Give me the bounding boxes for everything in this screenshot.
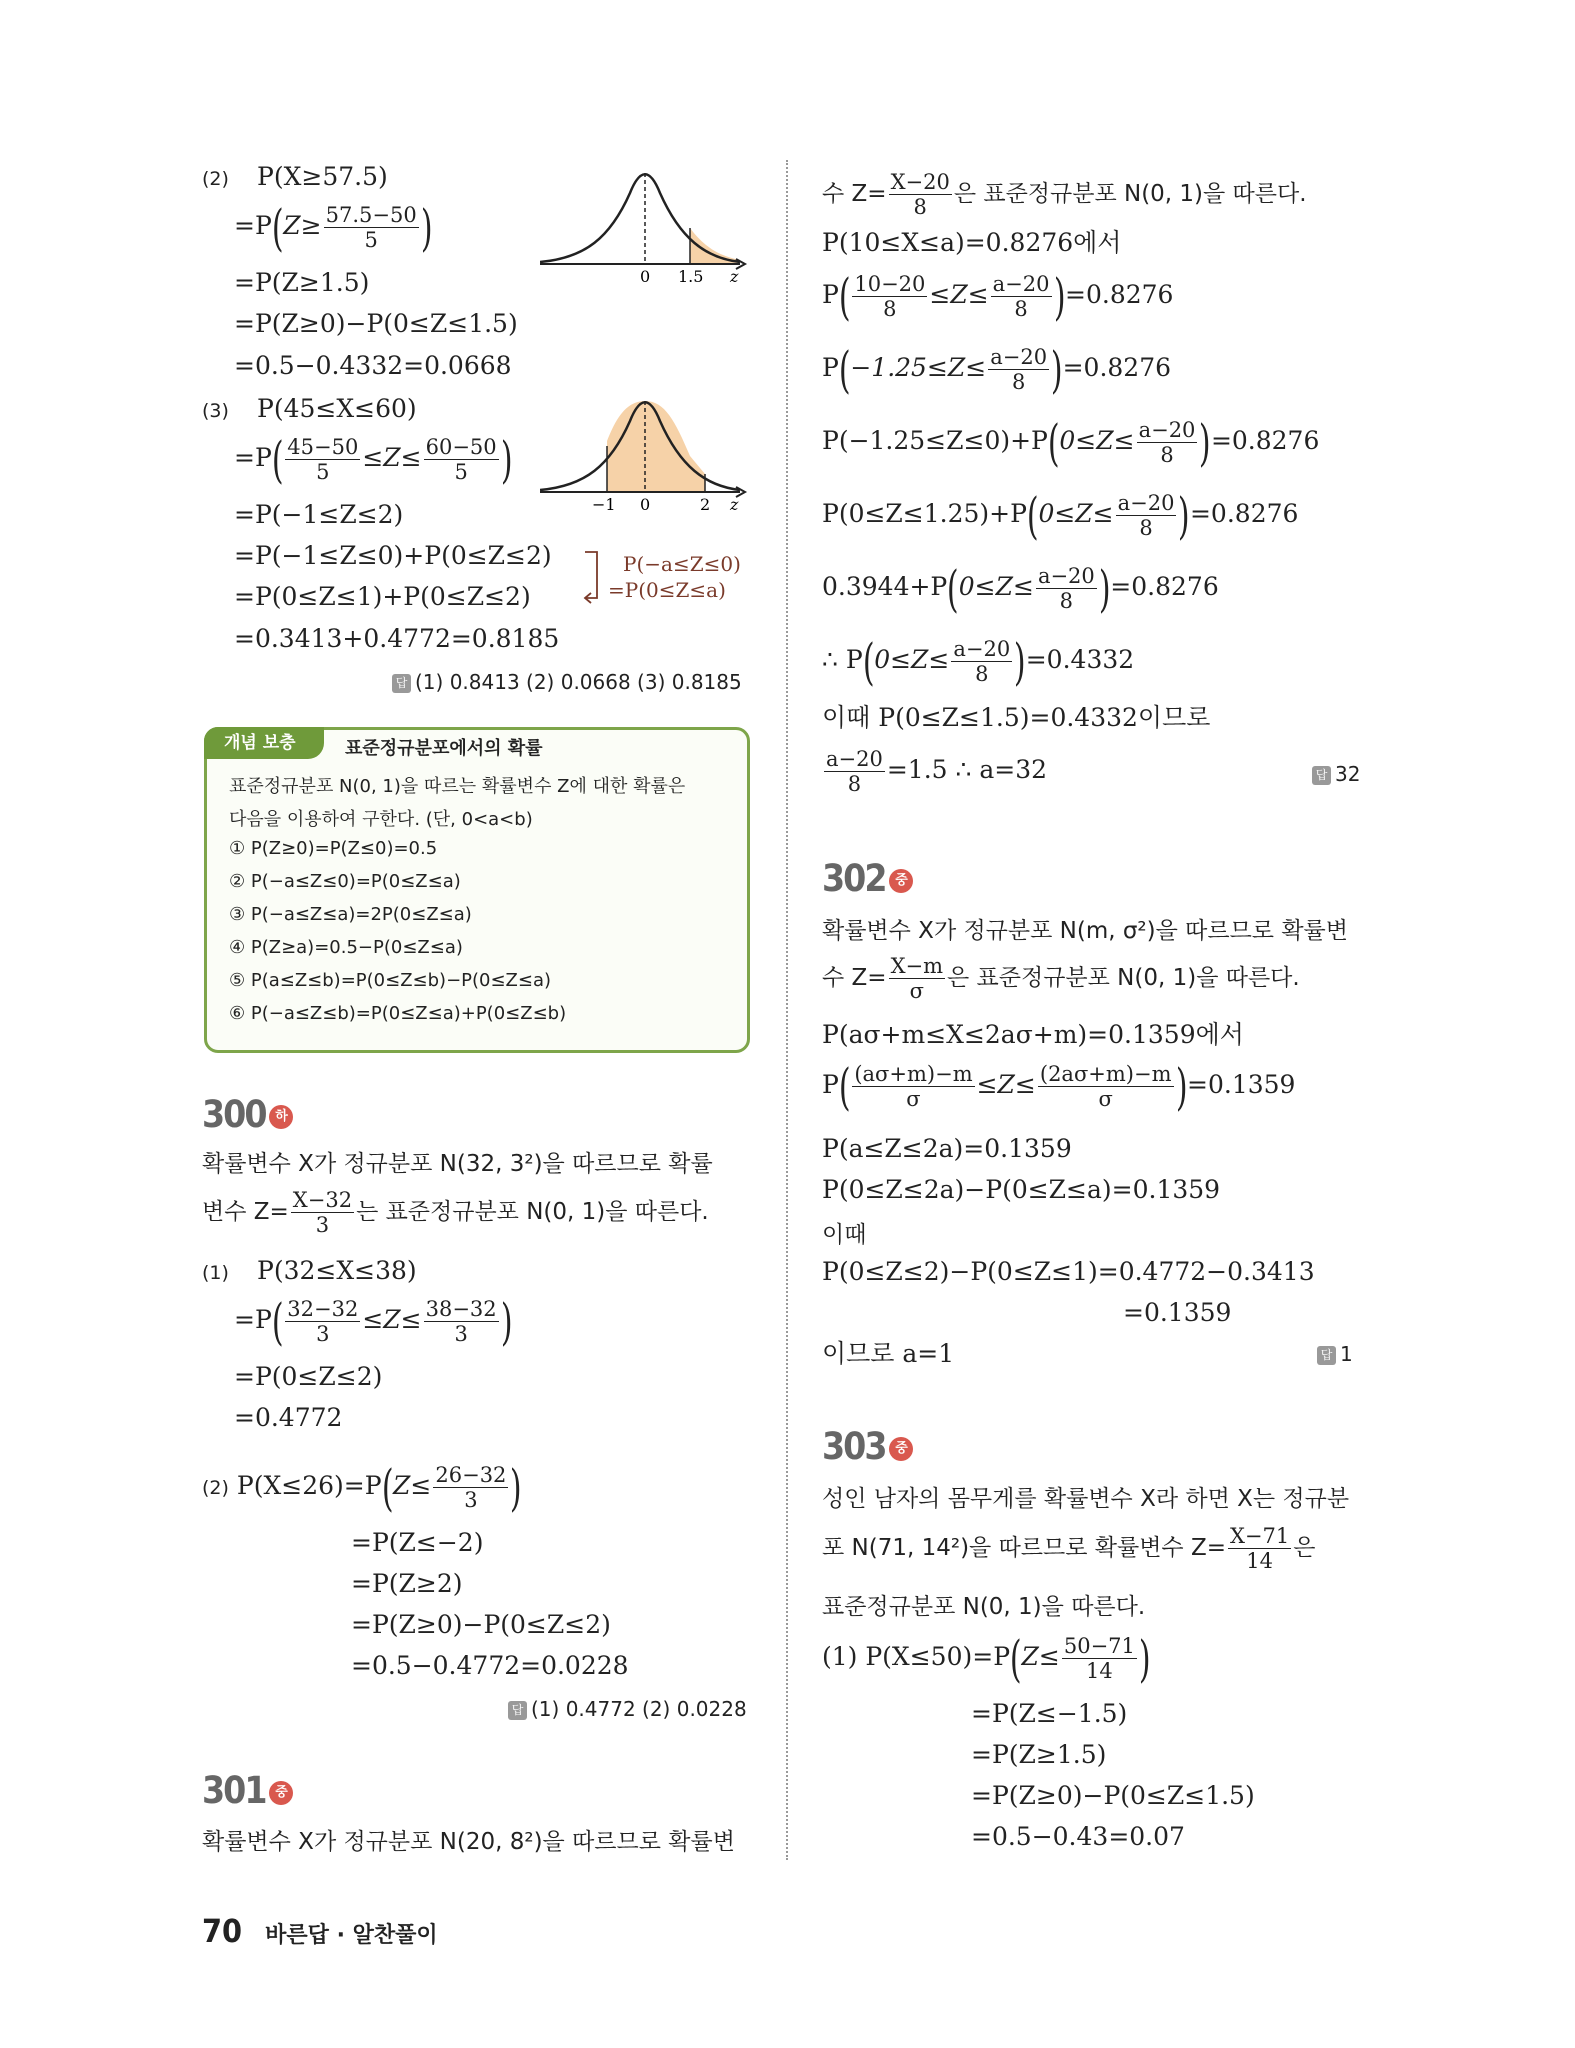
math-line: [202, 1458, 523, 1517]
concept-line: 다음을 이용하여 구한다. (단, 0<a<b): [229, 809, 533, 830]
math-line: [234, 198, 433, 257]
math-line: P(10≤X≤a)=0.8276에서: [822, 228, 1122, 257]
denominator: 3: [464, 1488, 478, 1512]
paren: ): [1050, 340, 1063, 399]
paren: ): [1098, 559, 1111, 618]
fraction: [1228, 1524, 1291, 1573]
answer-icon: 답: [1317, 1346, 1336, 1365]
paren: (: [1026, 486, 1039, 545]
math-line: P(a≤Z≤2a)=0.1359: [822, 1134, 1072, 1163]
numerator: a−20: [992, 272, 1050, 296]
concept-line: ⑥ P(−a≤Z≤b)=P(0≤Z≤a)+P(0≤Z≤b): [229, 1003, 567, 1024]
paren: ): [500, 430, 513, 489]
paren: (: [1047, 413, 1060, 472]
math-line: [234, 1292, 513, 1351]
fraction: [424, 1297, 499, 1346]
part-label: (3): [202, 400, 229, 422]
math-text: −1.25≤Z≤: [850, 353, 987, 382]
difficulty-badge: 중: [889, 869, 913, 893]
fraction: [291, 1188, 354, 1237]
math-line: =P(Z≤−2): [351, 1528, 484, 1557]
numerator: 57.5−50: [325, 203, 417, 227]
difficulty-badge: 중: [889, 1437, 913, 1461]
concept-title: 표준정규분포에서의 확률: [345, 738, 543, 759]
concept-line: ④ P(Z≥a)=0.5−P(0≤Z≤a): [229, 937, 463, 958]
fraction: [1062, 1634, 1137, 1683]
denominator: 8: [1059, 589, 1074, 613]
math-line: [234, 430, 513, 489]
math-text: =P: [234, 1305, 272, 1334]
math-line: =P(Z≥1.5): [971, 1740, 1107, 1769]
math-text: ≤Z≤: [362, 1305, 422, 1334]
math-line: P(0≤Z≤2a)−P(0≤Z≤a)=0.1359: [822, 1175, 1221, 1204]
text-line: 표준정규분포 N(0, 1)을 따른다.: [822, 1594, 1146, 1620]
math-text: Z≥: [283, 211, 322, 240]
math-line: P(0≤Z≤2)−P(0≤Z≤1)=0.4772−0.3413: [822, 1257, 1315, 1286]
problem-number-300: [202, 1093, 293, 1136]
footer-title: 바른답 · 알찬풀이: [265, 1923, 438, 1948]
denominator: 5: [316, 460, 330, 484]
text: 수 Z=: [822, 965, 887, 991]
concept-line: ② P(−a≤Z≤0)=P(0≤Z≤a): [229, 871, 461, 892]
numerator: 38−32: [425, 1297, 497, 1321]
math-line: [822, 340, 1172, 399]
math-line: P(aσ+m≤X≤2aσ+m)=0.1359에서: [822, 1020, 1244, 1049]
math-line: =P(Z≥2): [351, 1569, 463, 1598]
page-footer: [202, 1912, 438, 1950]
axis-label: z: [730, 495, 739, 511]
math-line: [822, 1629, 1151, 1688]
text-line: 확률변수 X가 정규분포 N(32, 3²)을 따르므로 확률: [202, 1151, 713, 1177]
paren: (: [838, 267, 851, 326]
math-text: P(−1.25≤Z≤0)+P: [822, 426, 1048, 455]
fraction: [433, 1463, 508, 1512]
math-text: 0≤Z≤: [1059, 426, 1135, 455]
math-text: =0.8276: [1110, 572, 1219, 601]
math-line: =P(−1≤Z≤2): [234, 500, 404, 529]
answer-text: (1) 0.8413 (2) 0.0668 (3) 0.8185: [415, 670, 742, 694]
fraction: [1038, 1062, 1174, 1111]
fraction: [285, 435, 360, 484]
text: 은: [1293, 1535, 1316, 1561]
normal-curve-graph: [540, 386, 750, 511]
paren: ): [420, 198, 433, 257]
tick-label: 1.5: [678, 267, 704, 283]
side-note: P(−a≤Z≤0): [623, 552, 741, 576]
numerator: a−20: [1138, 418, 1196, 442]
numerator: X−m: [890, 954, 944, 978]
paren: ): [1014, 632, 1026, 691]
math-text: ≤Z≤: [929, 280, 989, 309]
math-text: =0.1359: [1187, 1070, 1296, 1099]
concept-tag: 개념 보충: [204, 727, 324, 759]
answer-text: 1: [1340, 1342, 1353, 1366]
math-line: [822, 747, 1047, 796]
denominator: 14: [1086, 1659, 1113, 1683]
math-text: (1) P(X≤50)=P: [822, 1642, 1011, 1671]
paren: ): [500, 1292, 513, 1351]
paren: (: [1009, 1629, 1022, 1688]
math-text: P: [822, 280, 839, 309]
numerator: 26−32: [435, 1463, 507, 1487]
numerator: a−20: [1117, 491, 1175, 515]
problem-number: 300: [202, 1093, 266, 1136]
numerator: a−20: [990, 345, 1048, 369]
paren: (: [862, 632, 875, 691]
math-line: =P(Z≥0)−P(0≤Z≤2): [351, 1610, 611, 1639]
denominator: 8: [1139, 516, 1153, 540]
denominator: 8: [847, 772, 862, 796]
text-line: 성인 남자의 몸무게를 확률변수 X라 하면 X는 정규분: [822, 1486, 1350, 1512]
difficulty-badge: 중: [269, 1781, 293, 1805]
text-line: 이때: [822, 1222, 867, 1248]
math-text: ∴ P: [822, 645, 863, 674]
math-line: [822, 632, 1135, 691]
math-text: P: [822, 353, 839, 382]
problem-number: 303: [822, 1425, 886, 1468]
problem-number: 302: [822, 857, 886, 900]
numerator: 10−20: [854, 272, 926, 296]
numerator: 32−32: [287, 1297, 359, 1321]
tick-label: 2: [700, 495, 711, 511]
denominator: 8: [913, 195, 927, 219]
numerator: a−20: [953, 637, 1011, 661]
problem-number-302: [822, 857, 913, 900]
paren: (: [838, 1057, 851, 1116]
paren: ): [1138, 1629, 1151, 1688]
axis-label: z: [730, 267, 739, 283]
numerator: X−20: [890, 170, 950, 194]
math-text: P: [822, 1070, 839, 1099]
numerator: (2aσ+m)−m: [1039, 1062, 1172, 1086]
fraction: [889, 170, 952, 219]
problem-number-301: [202, 1769, 293, 1812]
denominator: 8: [1014, 297, 1028, 321]
fraction: [991, 272, 1052, 321]
fraction: [324, 203, 419, 252]
math-line: [822, 413, 1320, 472]
paren: ): [1053, 267, 1066, 326]
text-line: 확률변수 X가 정규분포 N(m, σ²)을 따르므로 확률변: [822, 918, 1348, 944]
text-line: [202, 1188, 709, 1237]
math-text: =1.5 ∴ a=32: [886, 755, 1048, 784]
math-line: P(X≥57.5): [257, 162, 388, 191]
answer-text: (1) 0.4772 (2) 0.0228: [531, 1697, 747, 1721]
math-line: =P(−1≤Z≤0)+P(0≤Z≤2): [234, 541, 552, 570]
math-line: =0.4772: [234, 1403, 343, 1432]
math-line: =0.5−0.4772=0.0228: [351, 1651, 629, 1680]
fraction: [285, 1297, 360, 1346]
part-label: (2): [202, 1477, 229, 1499]
side-note: =P(0≤Z≤a): [608, 578, 726, 602]
answer-line: [1312, 762, 1360, 786]
math-text: =0.8276: [1189, 499, 1299, 528]
math-text: =0.8276: [1062, 353, 1172, 382]
denominator: σ: [906, 1087, 921, 1111]
problem-number-303: [822, 1425, 913, 1468]
text: 은 표준정규분포 N(0, 1)을 따른다.: [953, 181, 1307, 207]
text-line: 확률변수 X가 정규분포 N(20, 8²)을 따르므로 확률변: [202, 1829, 735, 1855]
denominator: 8: [975, 662, 989, 686]
tick-label: −1: [592, 495, 616, 511]
math-line: [822, 559, 1219, 618]
concept-line: 표준정규분포 N(0, 1)을 따르는 확률변수 Z에 대한 확률은: [229, 776, 686, 797]
math-line: [822, 1057, 1296, 1116]
math-line: =P(Z≥1.5): [234, 268, 370, 297]
answer-line: [1317, 1342, 1353, 1366]
denominator: 3: [316, 1322, 330, 1346]
text-line: [822, 1524, 1315, 1573]
denominator: 8: [883, 297, 897, 321]
math-text: =0.8276: [1065, 280, 1174, 309]
paren: (: [381, 1458, 394, 1517]
answer-icon: 답: [508, 1701, 527, 1720]
denominator: 5: [364, 228, 378, 252]
math-line: =P(0≤Z≤2): [234, 1362, 383, 1391]
fraction: [852, 1062, 974, 1111]
math-text: 0.3944+P: [822, 572, 948, 601]
math-line: P(45≤X≤60): [257, 394, 417, 423]
tick-label: 0: [640, 495, 651, 511]
math-line: =0.3413+0.4772=0.8185: [234, 624, 560, 653]
paren: (: [271, 1292, 284, 1351]
math-text: =0.4332: [1025, 645, 1135, 674]
denominator: 8: [1160, 443, 1174, 467]
answer-icon: 답: [392, 674, 411, 693]
math-line: =P(Z≤−1.5): [971, 1699, 1128, 1728]
numerator: a−20: [1037, 564, 1095, 588]
concept-line: ⑤ P(a≤Z≤b)=P(0≤Z≤b)−P(0≤Z≤a): [229, 970, 552, 991]
math-line: =0.5−0.4332=0.0668: [234, 351, 512, 380]
numerator: a−20: [826, 747, 883, 771]
paren: ): [1199, 413, 1212, 472]
paren: ): [1178, 486, 1191, 545]
math-line: =P(0≤Z≤1)+P(0≤Z≤2): [234, 582, 531, 611]
fraction: [1036, 564, 1097, 613]
math-text: Z≤: [1021, 1642, 1060, 1671]
tick-label: 0: [640, 267, 651, 283]
math-text: =0.8276: [1210, 426, 1320, 455]
numerator: X−32: [292, 1188, 353, 1212]
math-text: Z≤: [393, 1471, 432, 1500]
numerator: 60−50: [425, 435, 497, 459]
math-line: =P(Z≥0)−P(0≤Z≤1.5): [234, 309, 518, 338]
difficulty-badge: 하: [269, 1105, 293, 1129]
denominator: 5: [454, 460, 468, 484]
answer-line: [508, 1697, 747, 1721]
fraction: [424, 435, 499, 484]
paren: ): [510, 1458, 523, 1517]
part-label: (1): [202, 1262, 229, 1284]
math-line: =P(Z≥0)−P(0≤Z≤1.5): [971, 1781, 1255, 1810]
math-text: =P: [234, 211, 272, 240]
text: 포 N(71, 14²)을 따르므로 확률변수 Z=: [822, 1535, 1226, 1561]
text: 는 표준정규분포 N(0, 1)을 따른다.: [356, 1199, 709, 1225]
numerator: 50−71: [1063, 1634, 1135, 1658]
math-line: [822, 486, 1299, 545]
answer-icon: 답: [1312, 766, 1331, 785]
paren: (: [271, 430, 284, 489]
problem-number: 301: [202, 1769, 266, 1812]
answer-text: 32: [1335, 762, 1361, 786]
part-label: (2): [202, 168, 229, 190]
paren: ): [1175, 1057, 1188, 1116]
math-text: 0≤Z≤: [1038, 499, 1114, 528]
fraction: [1116, 491, 1177, 540]
text: 수 Z=: [822, 181, 887, 207]
fraction: [824, 747, 885, 796]
concept-box: [204, 727, 750, 1053]
numerator: 45−50: [287, 435, 359, 459]
math-text: ≤Z≤: [976, 1070, 1036, 1099]
answer-line: [392, 670, 742, 694]
math-line: =0.1359: [1123, 1298, 1232, 1327]
math-text: 0≤Z≤: [958, 572, 1034, 601]
column-divider: [786, 160, 788, 1860]
math-line: P(32≤X≤38): [257, 1256, 417, 1285]
denominator: 8: [1011, 370, 1026, 394]
text-line: [822, 170, 1307, 219]
math-line: =0.5−0.43=0.07: [971, 1822, 1185, 1851]
denominator: σ: [1098, 1087, 1113, 1111]
math-line: [822, 267, 1174, 326]
paren: (: [838, 340, 851, 399]
denominator: 3: [315, 1213, 330, 1237]
fraction: [988, 345, 1049, 394]
paren: (: [947, 559, 959, 618]
page-number: 70: [202, 1912, 243, 1950]
text-line: [822, 954, 1300, 1003]
math-text: P(0≤Z≤1.25)+P: [822, 499, 1027, 528]
normal-curve-graph: [540, 158, 750, 283]
numerator: (aσ+m)−m: [854, 1062, 973, 1086]
concept-line: ① P(Z≥0)=P(Z≤0)=0.5: [229, 838, 438, 859]
fraction: [889, 954, 945, 1003]
text: 은 표준정규분포 N(0, 1)을 따른다.: [947, 965, 1300, 991]
fraction: [1137, 418, 1198, 467]
math-line: 이므로 a=1: [822, 1339, 955, 1368]
denominator: σ: [909, 979, 924, 1003]
denominator: 3: [454, 1322, 468, 1346]
denominator: 14: [1246, 1549, 1273, 1573]
fraction: [951, 637, 1012, 686]
concept-line: ③ P(−a≤Z≤a)=2P(0≤Z≤a): [229, 904, 472, 925]
math-text: 0≤Z≤: [874, 645, 950, 674]
math-text: ≤Z≤: [362, 443, 422, 472]
fraction: [852, 272, 927, 321]
text: 변수 Z=: [202, 1199, 289, 1225]
paren: (: [271, 198, 284, 257]
math-line: 이때 P(0≤Z≤1.5)=0.4332이므로: [822, 703, 1211, 732]
math-text: =P: [234, 443, 272, 472]
numerator: X−71: [1229, 1524, 1290, 1548]
math-text: P(X≤26)=P: [236, 1471, 382, 1500]
